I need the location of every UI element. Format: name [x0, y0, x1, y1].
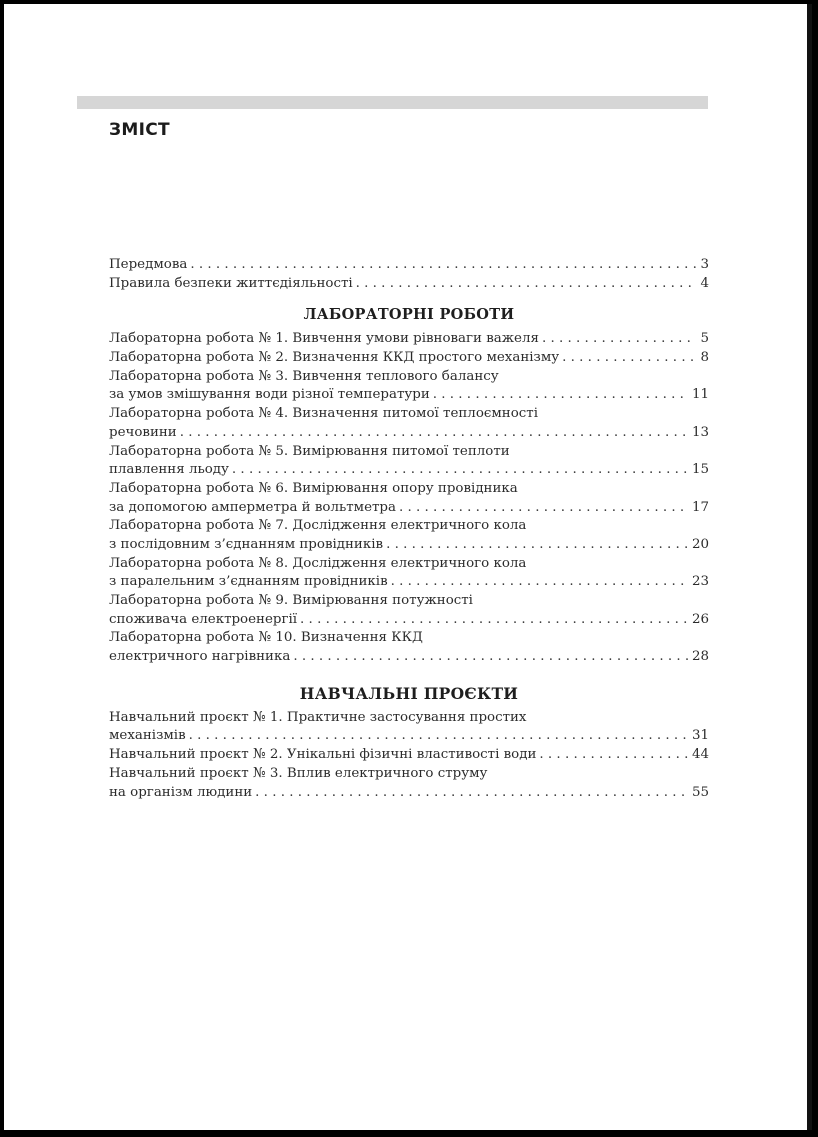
toc-page-number: 44 [691, 747, 709, 763]
toc-page-number: 11 [691, 387, 709, 403]
toc-entry[interactable] [109, 349, 709, 368]
toc-entry-text: електричного нагрівника [109, 649, 291, 665]
dot-leader [187, 256, 696, 275]
toc-entry-row [109, 349, 709, 368]
toc-entry-row [109, 499, 709, 518]
toc-entry-text: механізмів [109, 728, 186, 744]
toc-entry[interactable] [109, 368, 709, 405]
section-title: НАВЧАЛЬНІ ПРОЄКТИ [299, 683, 519, 703]
toc-entry-row [109, 611, 709, 630]
dot-leader [559, 349, 696, 368]
toc-entry-line: Лабораторна робота № 6. Вимірювання опору провідника [109, 480, 518, 496]
dot-leader [388, 573, 688, 592]
toc-entry[interactable] [109, 256, 709, 275]
toc-entry-text: споживача електроенергії [109, 611, 298, 627]
toc-entry[interactable] [109, 330, 709, 349]
toc-entry-line: Лабораторна робота № 8. Дослідження електричного кола [109, 555, 527, 571]
toc-entry-line: Навчальний проєкт № 3. Вплив електричного струму [109, 765, 488, 781]
dot-leader [539, 330, 697, 349]
toc-entry[interactable] [109, 746, 709, 765]
toc-entry[interactable] [109, 629, 709, 666]
toc-page-number: 31 [691, 728, 709, 744]
toc-page-number: 17 [691, 499, 709, 515]
toc-entry-text: за допомогою амперметра й вольтметра [109, 499, 396, 515]
toc-entry-line: Лабораторна робота № 9. Вимірювання потужності [109, 593, 473, 608]
toc-page-number: 3 [700, 257, 709, 272]
toc-page-number: 26 [691, 611, 709, 627]
toc-entry-text: Лабораторна робота № 2. Визначення ККД простого механізму [109, 350, 560, 366]
toc-page-number: 28 [691, 649, 709, 665]
dot-leader [396, 499, 688, 518]
table-of-contents [109, 256, 709, 802]
page-title: ЗМІСТ [109, 120, 170, 140]
dot-leader [430, 386, 688, 405]
toc-entry[interactable] [109, 709, 709, 746]
toc-entry-text: плавлення льоду [109, 462, 229, 478]
toc-entry-row [109, 727, 709, 746]
dot-leader [229, 461, 688, 480]
toc-entry-line: Лабораторна робота № 3. Вивчення теплового балансу [109, 368, 499, 384]
toc-page-number: 23 [691, 574, 709, 590]
toc-entry[interactable] [109, 443, 709, 480]
toc-entry[interactable] [109, 405, 709, 442]
toc-entry[interactable] [109, 592, 709, 629]
toc-entry-line: Лабораторна робота № 10. Визначення ККД [109, 630, 423, 646]
toc-entry-row [109, 746, 709, 765]
toc-entry-row [109, 648, 709, 667]
toc-page-number: 4 [700, 275, 709, 291]
toc-entry-text: Передмова [109, 257, 188, 272]
toc-entry[interactable] [109, 765, 709, 802]
toc-entry-row [109, 256, 709, 275]
page [4, 4, 807, 1130]
toc-entry-row [109, 536, 709, 555]
toc-entry-line: Лабораторна робота № 7. Дослідження електричного кола [109, 518, 527, 534]
dot-leader [297, 611, 688, 630]
toc-entry-row [109, 573, 709, 592]
toc-entry-text: з паралельним з’єднанням провідників [109, 574, 388, 590]
toc-entry-line: Лабораторна робота № 4. Визначення питомої теплоємності [109, 406, 538, 422]
dot-leader [252, 784, 688, 803]
dot-leader [186, 727, 688, 746]
toc-entry[interactable] [109, 480, 709, 517]
dot-leader [177, 424, 688, 443]
header-bar [77, 96, 708, 109]
dot-leader [290, 648, 688, 667]
page-edge-shadow [807, 4, 812, 1130]
toc-entry-text: на організм людини [109, 784, 253, 800]
toc-entry-text: Навчальний проєкт № 2. Унікальні фізичні властивості води [109, 747, 537, 763]
dot-leader [536, 746, 688, 765]
toc-entry-row [109, 330, 709, 349]
toc-page-number: 55 [691, 784, 709, 800]
toc-entry-row [109, 386, 709, 405]
toc-page-number: 5 [700, 331, 709, 347]
toc-entry-text: Лабораторна робота № 1. Вивчення умови рівноваги важеля [109, 331, 539, 347]
toc-entry-text: Правила безпеки життєдіяльності [109, 275, 353, 291]
toc-entry-text: за умов змішування води різної температури [109, 387, 430, 403]
toc-entry-row [109, 424, 709, 443]
toc-page-number: 8 [700, 350, 709, 366]
toc-page-number: 20 [691, 536, 709, 552]
toc-entry-row [109, 275, 709, 294]
toc-entry-line: Лабораторна робота № 5. Вимірювання питомої теплоти [109, 443, 510, 459]
toc-entry-text: речовини [109, 424, 177, 440]
toc-entry[interactable] [109, 555, 709, 592]
toc-page-number: 13 [691, 424, 709, 440]
dot-leader [383, 536, 688, 555]
toc-entry-line: Навчальний проєкт № 1. Практичне застосування простих [109, 709, 527, 725]
toc-entry-row [109, 461, 709, 480]
toc-entry-text: з послідовним з’єднанням провідників [109, 536, 384, 552]
dot-leader [353, 275, 697, 294]
section-title: ЛАБОРАТОРНІ РОБОТИ [303, 306, 515, 324]
toc-entry[interactable] [109, 275, 709, 294]
toc-entry[interactable] [109, 517, 709, 554]
toc-page-number: 15 [691, 462, 709, 478]
toc-entry-row [109, 784, 709, 803]
